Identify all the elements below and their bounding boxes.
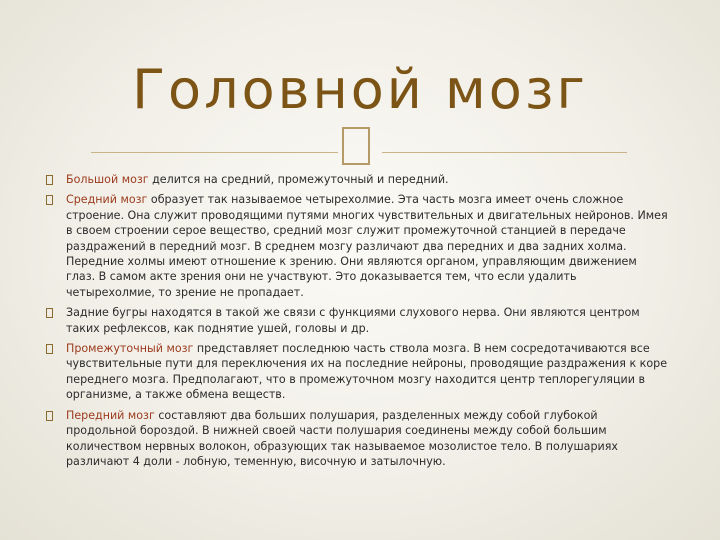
bullet-icon: [46, 308, 53, 318]
list-item: [46, 172, 668, 187]
keyword: Промежуточный мозг: [66, 342, 194, 356]
ornament-icon: [342, 127, 370, 165]
paragraph-text: делится на средний, промежуточный и передний.: [148, 173, 449, 186]
bullet-icon: [46, 344, 53, 354]
list-item: [46, 305, 668, 336]
paragraph-text: образует так называемое четырехолмие. Эта часть мозга имеет очень сложное строение. Она служит проводящими путями многих чувствительных и двигательных нейронов. Имея в своем строении серое вещество, средний мозг служит промежуточной станцией в передаче раздражений в передний мозг. В среднем мозгу различают два передних и два задних холма. Передние холмы имеют отношение к зрению. Они являются органом, управляющим движением глаз. В самом акте зрения они не участвуют. Это доказывается тем, что если удалить четырехолмие, то зрение не пропадает.: [66, 193, 668, 299]
bullet-list: [46, 172, 668, 474]
bullet-icon: [46, 411, 53, 421]
keyword: Большой мозг: [66, 173, 149, 186]
bullet-icon: [46, 175, 53, 185]
title-divider-left: [91, 152, 338, 153]
title-divider-right: [382, 152, 627, 153]
list-item: [46, 341, 668, 403]
paragraph-text: представляет последнюю часть ствола мозга. В нем сосредотачиваются все чувствительные пути для переключения их на последние нейроны, проводящие раздражения к коре переднего мозга. Предполагают, что в промежуточном мозгу находится центр теплорегуляции в организме, а также обмена веществ.: [66, 342, 668, 402]
bullet-icon: [46, 195, 53, 205]
keyword: Передний мозг: [66, 408, 155, 422]
paragraph-text: Задние бугры находятся в такой же связи с функциями слухового нерва. Они являются центром таких рефлексов, как поднятие ушей, головы и др.: [66, 306, 640, 335]
slide-title: Головной мозг: [132, 58, 588, 121]
keyword: Средний мозг: [66, 193, 148, 207]
paragraph-text: составляют два больших полушария, разделенных между собой глубокой продольной бороздой. В нижней своей части полушария соединены между собой большим количеством нервных волокон, образующих так называемое мозолистое тело. В полушариях различают 4 доли - лобную, теменную, височную и затылочную.: [66, 408, 618, 468]
list-item: [46, 408, 668, 470]
list-item: [46, 192, 668, 300]
